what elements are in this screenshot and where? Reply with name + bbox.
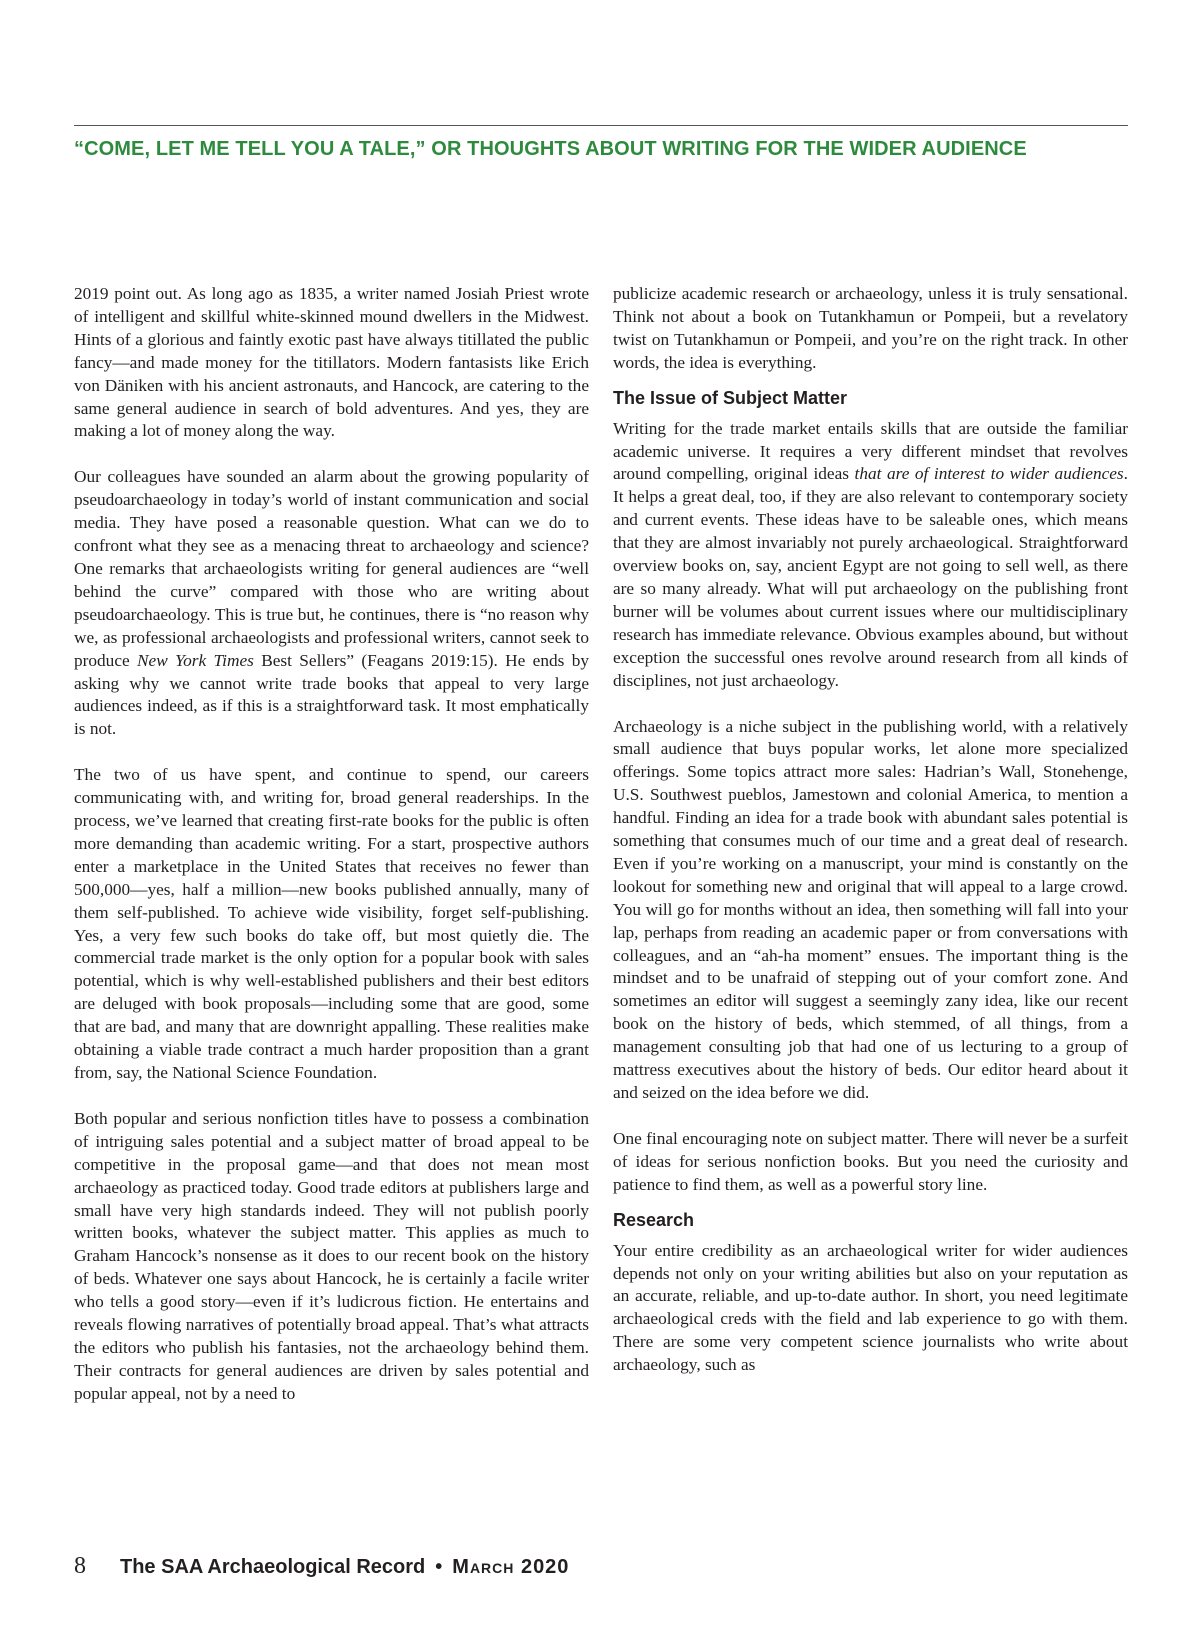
section-heading: The Issue of Subject Matter (613, 387, 848, 408)
section-heading: Research (613, 1209, 695, 1230)
header-rule (74, 125, 1128, 126)
paragraph (74, 466, 589, 741)
paragraph: The two of us have spent, and continue to spend, our careers communicating with, and writing for, broad general readerships. In the process, we’ve learned that creating first-rate books for the public is often more demanding than academic writing. For a start, prospective authors enter a marketplace in the United States that receives no fewer than 500,000—yes, half a million—new books published annually, many of them self-published. To achieve wide visibility, forget self-publishing. Yes, a very few such books do take off, but most quietly die. The commercial trade market is the only option for a popular book with sales potential, which is why well-established publishers and their best editors are deluged with book proposals—including some that are good, some that are bad, and many that are downright appalling. These realities make obtaining a viable trade contract a much harder proposition than a grant from, say, the National Science Foundation. (74, 765, 589, 1082)
running-head-title: “COME, LET ME TELL YOU A TALE,” OR THOUGHTS ABOUT WRITING FOR THE WIDER AUDIENCE (74, 138, 1027, 160)
footer-bullet: • (435, 1556, 443, 1578)
paragraph: One final encouraging note on subject matter. There will never be a surfeit of ideas for serious nonfiction books. But you need the curiosity and patience to find them, as well as a powerful story line. (613, 1128, 1128, 1194)
italic-title: New York Times (137, 650, 254, 670)
text-run: Writing for the trade market entails skills that are outside the familiar academic universe. It requires a very different mindset that revolves around compelling, original ideas (613, 418, 1128, 484)
right-column (613, 283, 1128, 1400)
italic-phrase: that are of interest to wider audiences (854, 464, 1124, 484)
paragraph: publicize academic research or archaeology, unless it is truly sensational. Think not about a book on Tutankhamun or Pompeii, but a revelatory twist on Tutankhamun or Pompeii, and you’re on the right track. In other words, the idea is everything. (613, 284, 1128, 372)
issue-date: March 2020 (452, 1556, 570, 1578)
page-number: 8 (74, 1553, 86, 1579)
paragraph: Your entire credibility as an archaeological writer for wider audiences depends not only on your writing abilities but also on your reputation as an accurate, reliable, and up-to-date author. In short, you need legitimate archaeological creds with the field and lab experience to go with them. There are some very competent science journalists who write about archaeology, such as (613, 1240, 1128, 1375)
left-column (74, 283, 589, 1429)
paragraph (613, 418, 1128, 693)
paragraph: Both popular and serious nonfiction titles have to possess a combination of intriguing sales potential and a subject matter of broad appeal to be competitive in the proposal game—and that does not mean most archaeology as practiced today. Good trade editors at publishers large and small have very high standards indeed. They will not publish poorly written books, whatever the subject matter. This applies as much to Graham Hancock’s nonsense as it does to our recent book on the history of beds. Whatever one says about Hancock, he is certainly a facile writer who tells a good story—even if it’s ludicrous fiction. He entertains and reveals flowing narratives of potentially broad appeal. That’s what attracts the editors who publish his fantasies, not the archaeology behind them. Their contracts for general audiences are driven by sales potential and popular appeal, not by a need to (74, 1108, 589, 1403)
text-run: . It helps a great deal, too, if they are also relevant to contemporary society and current events. These ideas have to be saleable ones, which means that they are almost invariably not purely archaeological. Straightforward overview books on, say, ancient Egypt are not going to sell well, as there are so many already. What will put archaeology on the publishing front burner will be volumes about current issues where our multidisciplinary research has immediate relevance. Obvious examples abound, but without exception the successful ones revolve around research from all kinds of disciplines, not just archaeology. (613, 464, 1128, 690)
page-footer (74, 1553, 569, 1580)
publication-name: The SAA Archaeological Record (120, 1556, 426, 1578)
text-run: Our colleagues have sounded an alarm about the growing popularity of pseudoarchaeology in today’s world of instant communication and social media. They have posed a reasonable question. What can we do to confront what they see as a menacing threat to archaeology and science? One remarks that archaeologists writing for general audiences are “well behind the curve” compared with those who are writing about pseudoarchaeology. This is true but, he continues, there is “no reason why we, as professional archaeologists and professional writers, cannot seek to produce (74, 467, 589, 670)
text-run: Best Sellers” (Feagans 2019:15). He ends by asking why we cannot write trade books that appeal to very large audiences indeed, as if this is a straightforward task. It most emphatically is not. (74, 650, 589, 739)
paragraph: 2019 point out. As long ago as 1835, a writer named Josiah Priest wrote of intelligent and skillful white-skinned mound dwellers in the Midwest. Hints of a glorious and faintly exotic past have always titillated the public fancy—and made money for the titillators. Modern fantasists like Erich von Däniken with his ancient astronauts, and Hancock, are catering to the same general audience in search of bold adventures. And yes, they are making a lot of money along the way. (74, 284, 589, 441)
paragraph: Archaeology is a niche subject in the publishing world, with a relatively small audience that buys popular works, let alone more specialized offerings. Some topics attract more sales: Hadrian’s Wall, Stonehenge, U.S. Southwest pueblos, Jamestown and colonial America, to mention a handful. Finding an idea for a trade book with abundant sales potential is something that consumes much of our time and a great deal of research. Even if you’re working on a manuscript, your mind is constantly on the lookout for something new and original that will appeal to a large crowd. You will go for months without an idea, then something will fall into your lap, perhaps from reading an academic paper or from conversations with colleagues, and an “ah-ha moment” ensues. The important thing is the mindset and to be unafraid of stepping out of your comfort zone. And sometimes an editor will suggest a seemingly zany idea, like our recent book on the history of beds, which stemmed, of all things, from a management consulting job that had one of us lecturing to a group of mattress executives about the history of beds. Our editor heard about it and seized on the idea before we did. (613, 716, 1128, 1102)
